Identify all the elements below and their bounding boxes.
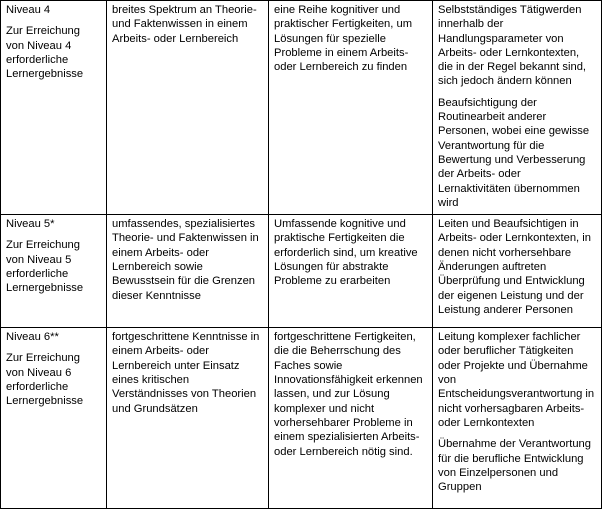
knowledge-text: breites Spektrum an Theorie- und Faktenwissen in einem Arbeits- oder Lernbereich xyxy=(112,4,257,45)
skills-cell xyxy=(269,215,433,328)
table-row xyxy=(1,328,602,509)
level-cell xyxy=(1,215,107,328)
level-description: Zur Erreichung von Niveau 6 erforderliche Lernergebnisse xyxy=(6,352,84,408)
knowledge-cell xyxy=(107,1,269,215)
knowledge-text: umfassendes, spezialisiertes Theorie- und Faktenwissen in einem Arbeits- oder Lernbereich sowie Bewusstsein für die Grenzen dieser Kenntnisse xyxy=(112,218,259,302)
level-cell xyxy=(1,328,107,509)
skills-text: fortgeschrittene Fertigkeiten, die die Beherrschung des Faches sowie Innovationsfähigkeit erkennen lassen, und zur Lösung komplexer und nicht vorhersehbarer Probleme in einem spezialisierten Arbeits- oder Lernbereich nötig sind. xyxy=(274,331,423,458)
level-label: Niveau 4 xyxy=(6,4,51,16)
competence-cell xyxy=(433,1,602,215)
skills-text: eine Reihe kognitiver und praktischer Fertigkeiten, um Lösungen für spezielle Probleme in einem Arbeits- oder Lernbereich zu finden xyxy=(274,4,413,74)
competence-cell xyxy=(433,328,602,509)
level-description: Zur Erreichung von Niveau 4 erforderliche Lernergebnisse xyxy=(6,25,84,81)
table-row xyxy=(1,215,602,328)
knowledge-cell xyxy=(107,215,269,328)
level-label: Niveau 5* xyxy=(6,218,55,231)
knowledge-cell xyxy=(107,328,269,509)
competence-text: Übernahme der Verantwortung für die berufliche Entwicklung von Einzelpersonen und Gruppen xyxy=(438,438,591,494)
competence-text: Leiten und Beaufsichtigen in Arbeits- oder Lernkontexten, in denen nicht vorhersehbare Änderungen auftreten Überprüfung und Entwicklung der eigenen Leistung und der Leistung anderer Personen xyxy=(438,218,591,316)
table-row xyxy=(1,1,602,215)
competence-text: Leitung komplexer fachlicher oder beruflicher Tätigkeiten oder Projekte und Übernahme von Entscheidungsverantwortung in nicht vorhersagbaren Arbeits- oder Lernkontexten xyxy=(438,331,595,429)
skills-cell xyxy=(269,1,433,215)
knowledge-text: fortgeschrittene Kenntnisse in einem Arbeits- oder Lernbereich unter Einsatz eines kritischen Verständnisses von Theorien und Grundsätzen xyxy=(112,331,260,415)
competence-text: Selbstständiges Tätigwerden innerhalb der Handlungsparameter von Arbeits- oder Lernkontexten, die in der Regel bekannt sind, sich jedoch ändern können xyxy=(438,4,587,88)
level-description: Zur Erreichung von Niveau 5 erforderliche Lernergebnisse xyxy=(6,239,84,295)
level-label: Niveau 6** xyxy=(6,331,59,344)
level-cell xyxy=(1,1,107,215)
skills-text: Umfassende kognitive und praktische Fertigkeiten die erforderlich sind, um kreative Lösungen für abstrakte Probleme zu erarbeiten xyxy=(274,218,418,288)
skills-cell xyxy=(269,328,433,509)
competence-cell xyxy=(433,215,602,328)
competence-text: Beaufsichtigung der Routinearbeit anderer Personen, wobei eine gewisse Verantwortung für die Bewertung und Verbesserung der Arbeits- oder Lernaktivitäten übernommen wird xyxy=(438,96,590,209)
